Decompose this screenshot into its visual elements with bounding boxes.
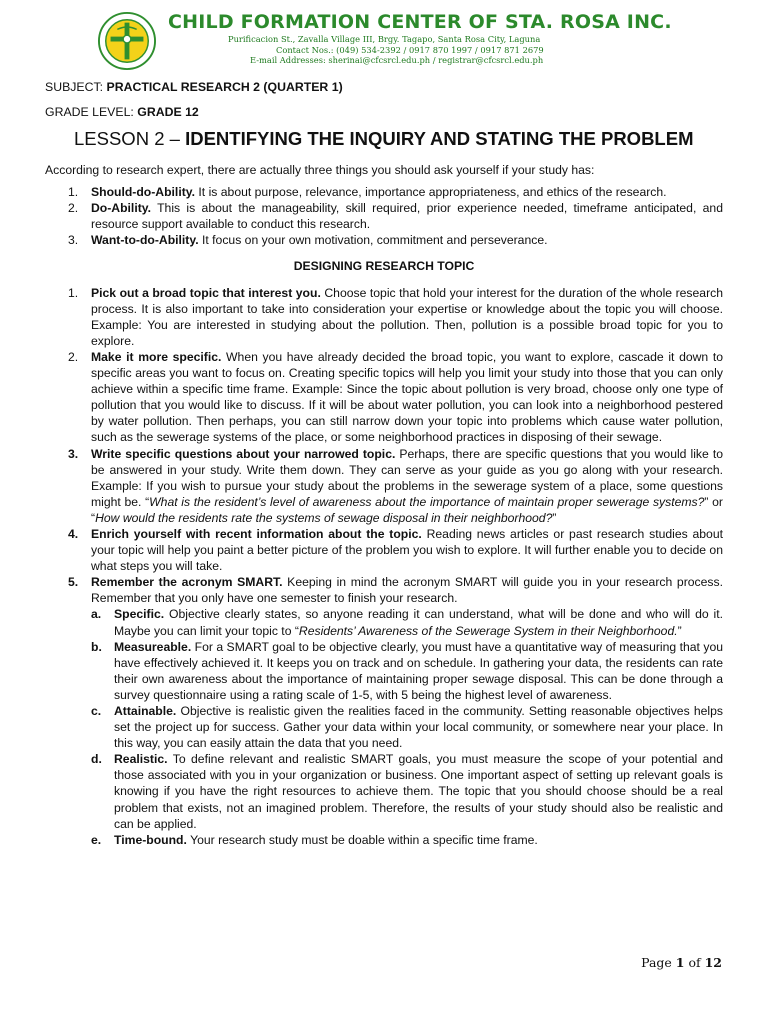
item-term: Realistic.: [114, 752, 168, 767]
item-term: Do-Ability.: [91, 201, 152, 216]
lesson-heading: IDENTIFYING THE INQUIRY AND STATING THE PROBLEM: [185, 128, 694, 149]
list-item: [45, 574, 723, 848]
of-label: of: [684, 955, 705, 970]
item-text: To define relevant and realistic SMART goals, you must measure the scope of your potential and those associated with you in your organization or business. One important aspect of setting up relevant goals is knowing if you have the right resources to achieve them. The topic that you should choose should be a real problem that exists, not an imagined problem. Therefore, the results of your study should also be realistic and can be applied.: [114, 752, 723, 831]
grade-line: [45, 104, 199, 120]
item-number: 2.: [68, 201, 79, 216]
item-number: 5.: [68, 575, 79, 590]
item-number: 2.: [68, 349, 79, 364]
list-item: [45, 184, 723, 200]
list-item: [91, 606, 723, 638]
item-term: Remember the acronym SMART.: [91, 575, 283, 590]
item-text: When you have already decided the broad topic, you want to explore, cascade it down to specific areas you want to focus on. Creating specific topics will help you limit your study into those that you can only achieve within a specific time frame. Example: Since the topic about pollution is very broad, choose only one type of pollution that you would like to discuss. If it will be about water pollution, you can look into a neighborhood pestered by water pollution. Then perhaps, you can still narrow down your topic into problems which cause water pollution, such as the sewerage systems of the place, or some neighborhood practices in disposing of their sewage.: [91, 349, 723, 445]
item-text: It focus on your own motivation, commitment and perseverance.: [198, 233, 548, 248]
subject-label: SUBJECT:: [45, 80, 107, 94]
organization-email: E-mail Addresses: sherinai@cfcsrcl.edu.ph / registrar@cfcsrcl.edu.ph: [250, 55, 544, 65]
item-text: Objective is realistic given the realities faced in the community. Setting reasonable objectives helps set the project up for success. Gather your data within your local community, or somewhere near your place. In this way, you can easily attain the data that you need.: [114, 704, 723, 751]
list-item: [91, 751, 723, 831]
list-item: [45, 232, 723, 248]
organization-address: Purificacion St., Zavalla Village III, Brgy. Tagapo, Santa Rosa City, Laguna: [228, 34, 541, 44]
item-text: ” or “: [91, 494, 723, 525]
example-question: How would the residents rate the systems of sewage disposal in their neighborhood?: [95, 510, 553, 525]
school-seal-icon: [98, 12, 156, 70]
list-item: [91, 832, 723, 848]
item-text: Perhaps, there are specific questions that you would like to be answered in your study. Write them down. They can serve as your guide as you go along with your research. Example: If you wish to pursue your study about the problems in the sewerage system of a place, some questions might be. “: [91, 446, 723, 509]
item-text: Your research study must be doable within a specific time frame.: [186, 832, 538, 847]
item-term: Want-to-do-Ability.: [91, 233, 199, 248]
item-term: Specific.: [114, 607, 165, 622]
lesson-prefix: LESSON 2 –: [74, 128, 186, 149]
list-item: [45, 446, 723, 526]
item-text: ”: [677, 623, 682, 638]
item-text: For a SMART goal to be objective clearly, you must have a quantitative way of measuring that you have effectively achieved it. It keeps you on track and on schedule. In gathering your data, the residents can rate their own awareness about the importance of maintaining proper sewage disposal. This can be done through a survey questionnaire using a rating scale of 1-5, with 5 being the highest level of awareness.: [114, 639, 723, 702]
list-item: [45, 200, 723, 232]
item-text: Objective clearly states, so anyone reading it can understand, what will be done and who will do it. Maybe you can limit your topic to “: [114, 607, 723, 638]
page-label: Page: [641, 955, 676, 970]
lesson-content: [45, 162, 723, 848]
item-text: ”: [552, 510, 557, 525]
item-number: 1.: [68, 285, 79, 300]
subject-line: [45, 79, 343, 95]
current-page: 1: [675, 955, 685, 970]
item-term: Attainable.: [114, 704, 177, 718]
grade-value: GRADE 12: [137, 105, 199, 119]
page-number: [641, 955, 722, 970]
item-letter: e.: [91, 832, 102, 847]
item-text: Reading news articles or past research studies about your topic will help you paint a better picture of the problem you wish to explore. It will further enable you to decide on what steps you will take.: [91, 526, 724, 574]
item-term: Make it more specific.: [91, 349, 222, 364]
item-letter: d.: [91, 752, 102, 767]
item-letter: b.: [91, 639, 102, 654]
item-number: 3.: [68, 233, 79, 248]
abilities-list: [45, 184, 723, 248]
item-text: Choose topic that hold your interest for the duration of the whole research process. It is also important to take into consideration your expertise or knowledge about the topic you will choose. Example: You are interested in studying about the pollution. Then, pollution is a possible broad topic for you to explore.: [91, 285, 724, 348]
list-item: [45, 526, 723, 574]
list-item: [91, 703, 723, 751]
item-term: Enrich yourself with recent information about the topic.: [91, 526, 422, 541]
organization-info: [168, 10, 748, 66]
item-term: Time-bound.: [114, 832, 187, 847]
list-item: [45, 285, 723, 349]
organization-name: CHILD FORMATION CENTER OF STA. ROSA INC.: [168, 11, 672, 33]
subject-value: PRACTICAL RESEARCH 2 (QUARTER 1): [106, 80, 343, 94]
item-number: 3.: [68, 446, 79, 461]
item-term: Measureable.: [114, 639, 192, 654]
section-title: DESIGNING RESEARCH TOPIC: [293, 259, 475, 274]
intro-paragraph: According to research expert, there are actually three things you should ask yourself if your study has:: [45, 163, 595, 177]
total-pages: 12: [704, 955, 722, 970]
list-item: [91, 639, 723, 703]
list-item: [45, 349, 723, 446]
item-letter: a.: [91, 607, 102, 622]
item-number: 1.: [68, 185, 79, 200]
smart-list: [91, 606, 723, 847]
steps-list: [45, 285, 723, 848]
example-question: What is the resident’s level of awareness about the importance of maintain proper sewerage systems?: [149, 494, 705, 509]
item-term: Should-do-Ability.: [91, 185, 196, 200]
organization-contact: Contact Nos.: (049) 534-2392 / 0917 870 1997 / 0917 871 2679: [276, 44, 544, 55]
lesson-title: [74, 127, 693, 151]
item-letter: c.: [91, 704, 102, 718]
item-term: Write specific questions about your narrowed topic.: [91, 446, 396, 461]
item-text: It is about purpose, relevance, importance appropriateness, and ethics of the research.: [195, 185, 667, 200]
item-number: 4.: [68, 526, 79, 541]
item-text: This is about the manageability, skill required, prior experience needed, timeframe anticipated, and resource support available to conduct this research.: [91, 201, 723, 232]
example-title: Residents’ Awareness of the Sewerage System in their Neighborhood.: [298, 623, 678, 638]
grade-label: GRADE LEVEL:: [45, 105, 138, 119]
page-header: [98, 10, 738, 68]
item-text: Keeping in mind the acronym SMART will guide you in your research process. Remember that you only have one semester to finish your research.: [91, 575, 723, 606]
item-term: Pick out a broad topic that interest you.: [91, 285, 321, 300]
